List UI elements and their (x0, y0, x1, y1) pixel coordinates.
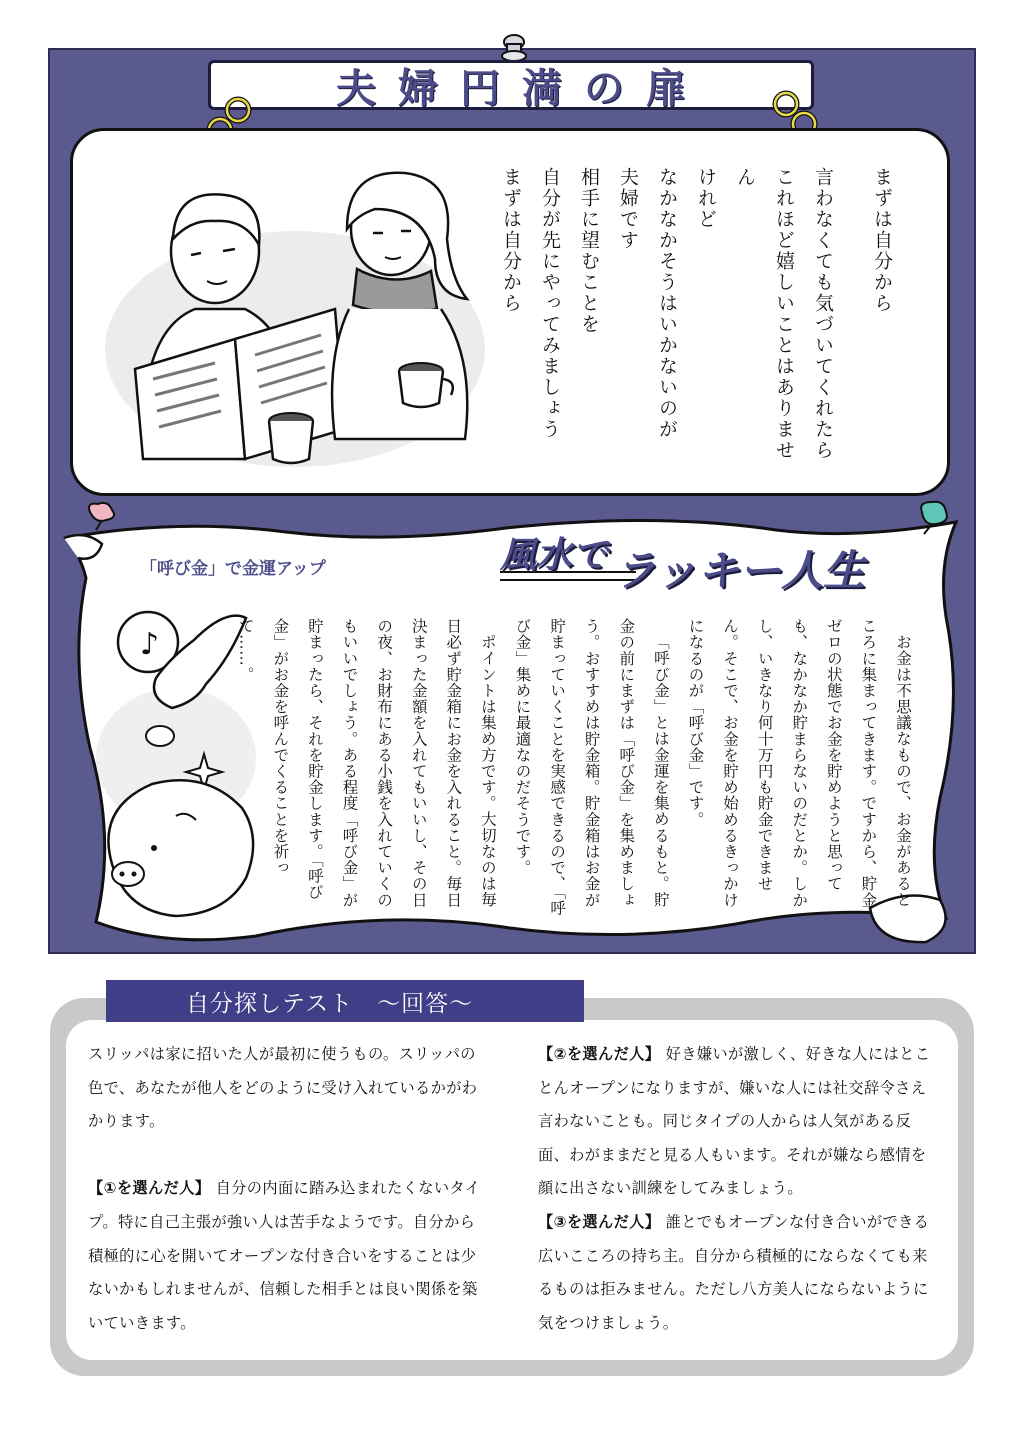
fengshui-paragraph: 「呼び金」とは金運を集めるもと。貯金の前にまずは「呼び金」を集めましょう。おすすめは貯金箱。貯金箱はお金が貯まっていくことを実感できるので、「呼び金」集めに最適なのだそうです。 (513, 618, 670, 917)
answer-column-right (538, 1038, 940, 1340)
poem-line: 言わなくても気づいてくれたら (812, 167, 834, 461)
poem-line: 自分が先にやってみましょう (539, 167, 561, 440)
answer-item (538, 1206, 940, 1340)
page-title: 夫婦円満の扉 (336, 65, 708, 112)
answer-header-title: 自分探しテスト ～回答～ (186, 990, 474, 1017)
answer-item-label: 【③を選んだ人】 (538, 1212, 661, 1231)
answer-item-label: 【②を選んだ人】 (538, 1045, 661, 1063)
spacer (88, 1139, 490, 1173)
answer-item-text: 好き嫌いが激しく、好きな人にはとことんオープンになりますが、嫌いな人には社交辞令さえ言わないことも。同じタイプの人からは人気がある反面、わがままだと見る人もいます。それが嫌なら感情を顔に出さない訓練をしてみましょう。 (538, 1045, 931, 1198)
story-card (70, 128, 950, 496)
fengshui-title (500, 520, 866, 595)
answer-item (88, 1172, 490, 1340)
answer-intro: スリッパは家に招いた人が最初に使うもの。スリッパの色で、あなたが他人をどのように受け入れているかがわかります。 (88, 1045, 478, 1131)
fengshui-title-part2: ラッキー人生 (614, 546, 866, 595)
poem-line: 夫婦です (617, 167, 639, 251)
fengshui-title-part1: 風水で (500, 535, 609, 576)
pushpin-left-icon (82, 498, 122, 534)
answer-column-left (88, 1038, 490, 1340)
fengshui-subtitle: 「呼び金」で金運アップ (140, 559, 326, 579)
answer-item-text: 自分の内面に踏み込まれたくないタイプ。特に自己主張が強い人は苦手なようです。自分から積極的に心を開いてオープンな付き合いをすることは少ないかもしれませんが、信頼した相手とは良い関係を築いていきます。 (88, 1179, 481, 1332)
answer-item-label: 【①を選んだ人】 (88, 1179, 211, 1198)
fengshui-paragraph: ポイントは集め方です。大切なのは毎日必ず貯金箱にお金を入れること。毎日決まった金額を入れてもいいし、その日の夜、お財布にある小銭を入れていくのもいいでしょう。ある程度「呼び金」が貯まったら、それを貯金します。「呼び金」がお金を呼んでくることを祈って……。 (236, 618, 497, 908)
poem-line: 相手に望むことを (578, 167, 600, 335)
answer-item (538, 1038, 940, 1206)
couple-illustration (95, 159, 515, 479)
poem-gap (842, 167, 862, 467)
poem-line: まずは自分から (871, 167, 893, 314)
svg-text:♪: ♪ (140, 627, 160, 662)
poem-line: これほど嬉しいことはありません (734, 167, 795, 461)
fengshui-body (236, 618, 920, 918)
answer-header (106, 980, 584, 1022)
poem-line: まずは自分から (500, 167, 522, 314)
pushpin-right-icon (910, 496, 954, 536)
poem-line: けれど (695, 167, 717, 230)
poem (491, 167, 901, 467)
answer-item-text: 誰とでもオープンな付き合いができる広いこころの持ち主。自分から積極的にならなくても来るものは拒みません。ただし八方美人にならないように気をつけましょう。 (538, 1212, 930, 1332)
poem-line: なかなかそうはいかないのが (656, 167, 678, 440)
fengshui-paragraph: お金は不思議なもので、お金があるところに集まってきます。ですから、貯金ゼロの状態でお金を貯めようと思っても、なかなか貯まらないのだとか。しかし、いきなり何十万円も貯金できません。そこで、お金を貯め始めるきっかけになるのが「呼び金」です。 (686, 618, 912, 908)
title-banner (208, 60, 814, 110)
